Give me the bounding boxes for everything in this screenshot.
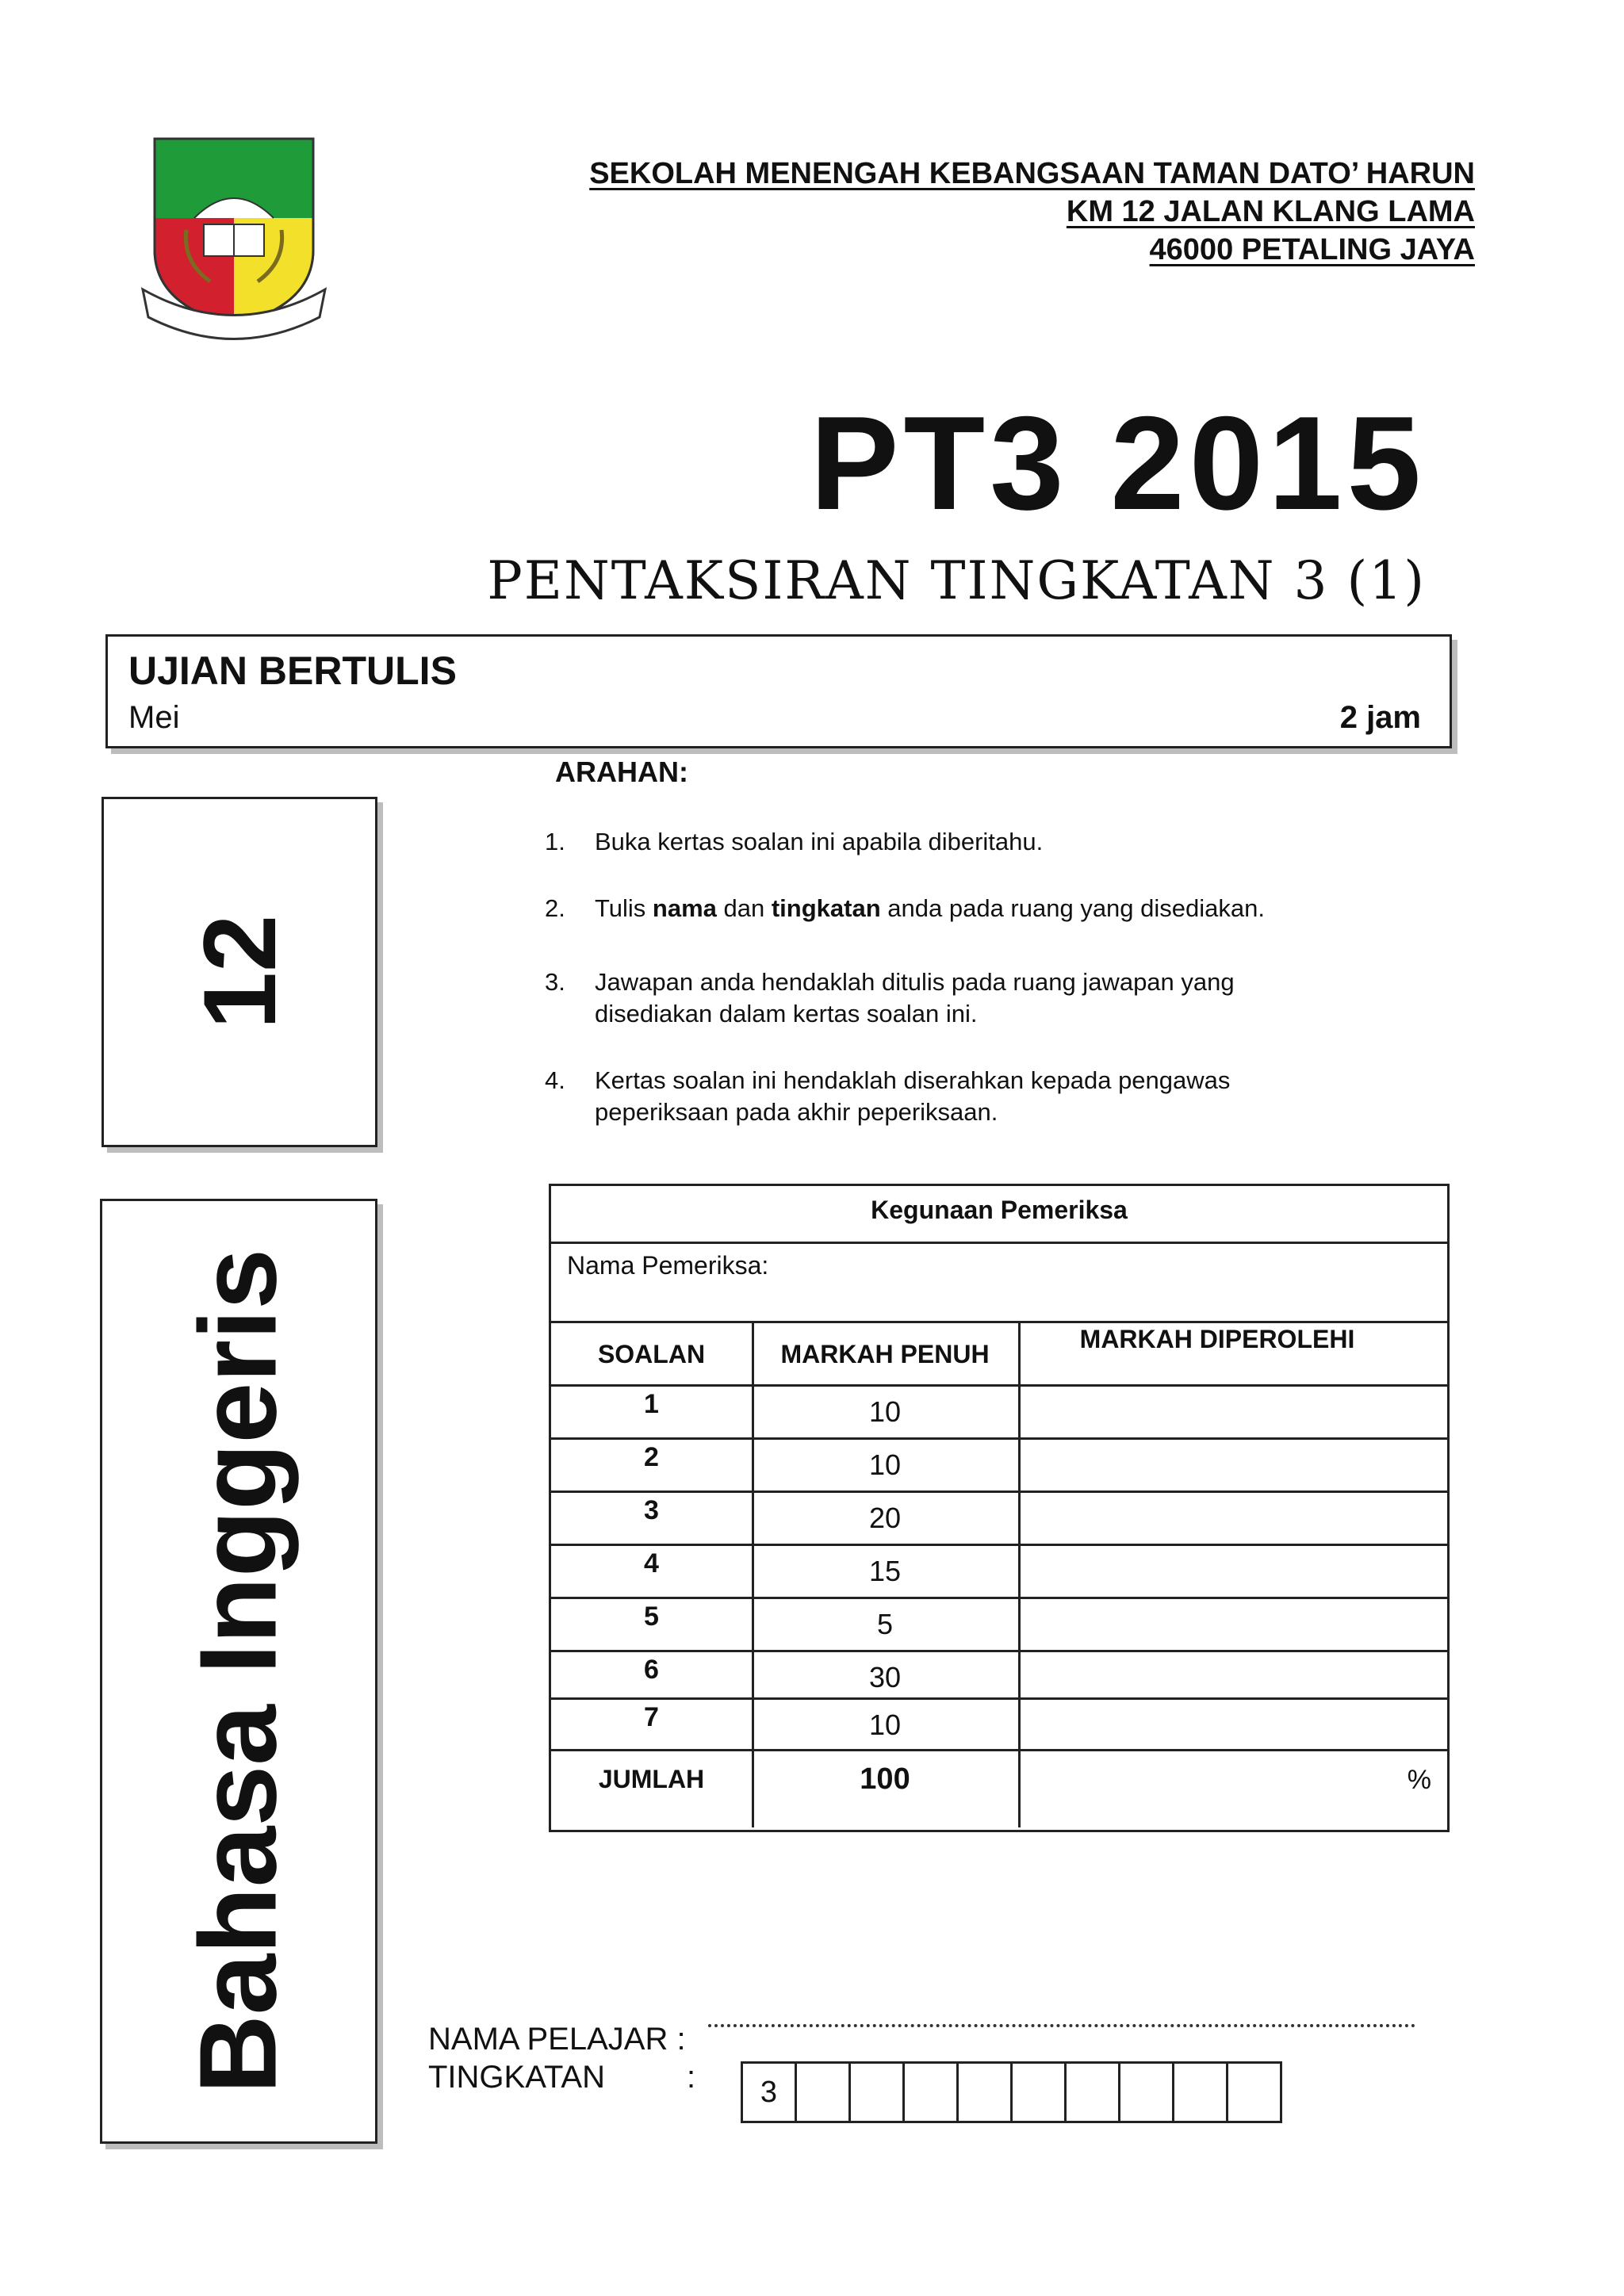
full-mark: 15 — [868, 1555, 902, 1587]
question-number: 5 — [644, 1601, 659, 1632]
exam-subtitle: PENTAKSIRAN TINGKATAN 3 (1) — [487, 550, 1426, 611]
instruction-number: 2. — [545, 894, 565, 922]
school-address-2: 46000 PETALING JAYA — [1149, 233, 1475, 266]
full-mark: 5 — [876, 1608, 894, 1640]
student-name-label: NAMA PELAJAR : — [428, 2022, 686, 2057]
exam-info-box — [105, 634, 1452, 748]
full-mark: 10 — [868, 1709, 902, 1741]
full-mark: 10 — [868, 1448, 902, 1481]
student-name-field[interactable] — [708, 2024, 1415, 2027]
marks-obtained-cell[interactable] — [1021, 1387, 1445, 1435]
instructions-heading: ARAHAN: — [555, 756, 688, 788]
instruction-text: Buka kertas soalan ini apabila diberitahu. — [595, 828, 1044, 855]
full-mark: 20 — [868, 1502, 902, 1534]
instruction-number: 3. — [545, 968, 565, 996]
marks-obtained-cell[interactable] — [1021, 1440, 1445, 1488]
exam-month: Mei — [128, 700, 180, 735]
form-box[interactable] — [1172, 2061, 1228, 2123]
paper-code-box — [102, 797, 377, 1147]
question-number: 2 — [644, 1442, 659, 1472]
question-number: 4 — [644, 1548, 659, 1578]
question-number: 7 — [644, 1702, 659, 1732]
instruction-text — [595, 893, 1388, 924]
instruction-number: 4. — [545, 1066, 565, 1094]
header-markah-penuh: MARKAH PENUH — [780, 1340, 990, 1368]
marks-obtained-cell[interactable] — [1021, 1546, 1445, 1594]
form-colon: : — [687, 2060, 696, 2095]
exam-type: UJIAN BERTULIS — [128, 649, 457, 693]
marks-obtained-cell[interactable] — [1021, 1599, 1445, 1647]
form-box[interactable] — [1226, 2061, 1282, 2123]
form-boxes — [743, 2061, 1282, 2118]
form-box[interactable] — [956, 2061, 1013, 2123]
paper-code: 12 — [182, 914, 297, 1030]
header-soalan: SOALAN — [597, 1340, 706, 1368]
instruction-bold-word: nama — [652, 894, 717, 922]
school-crest-logo — [139, 131, 329, 349]
instruction-text-part: anda pada ruang yang disediakan. — [880, 894, 1265, 922]
full-mark: 30 — [868, 1661, 902, 1693]
school-address-1: KM 12 JALAN KLANG LAMA — [1066, 195, 1475, 228]
instruction-text: Kertas soalan ini hendaklah diserahkan kepada pengawas peperiksaan pada akhir peperiksaan. — [595, 1066, 1231, 1126]
instruction-number: 1. — [545, 828, 565, 855]
question-number: 6 — [644, 1655, 659, 1685]
total-label: JUMLAH — [598, 1765, 705, 1793]
subject-box — [100, 1199, 377, 2144]
school-name: SEKOLAH MENENGAH KEBANGSAAN TAMAN DATO’ HARUN — [589, 157, 1475, 190]
exam-duration: 2 jam — [1339, 700, 1421, 735]
total-value: 100 — [860, 1762, 910, 1796]
instruction-bold-word: tingkatan — [771, 894, 881, 922]
form-box[interactable] — [795, 2061, 851, 2123]
form-box[interactable] — [1064, 2061, 1120, 2123]
percent-sign: % — [1407, 1765, 1431, 1795]
form-box[interactable] — [1118, 2061, 1174, 2123]
marks-obtained-cell[interactable] — [1021, 1700, 1445, 1747]
subject-name: Bahasa Inggeris — [177, 1248, 300, 2095]
marks-obtained-cell[interactable] — [1021, 1652, 1445, 1695]
form-label: TINGKATAN — [428, 2060, 605, 2095]
instruction-text: Jawapan anda hendaklah ditulis pada ruang jawapan yang disediakan dalam kertas soalan ini. — [595, 968, 1235, 1027]
exam-title: PT3 2015 — [810, 388, 1426, 538]
marks-obtained-cell[interactable] — [1021, 1493, 1445, 1541]
form-box[interactable] — [848, 2061, 905, 2123]
instruction-text-part: Tulis — [595, 894, 653, 922]
header-markah-diperolehi: MARKAH DIPEROLEHI — [1079, 1325, 1355, 1353]
form-box[interactable] — [1010, 2061, 1067, 2123]
question-number: 1 — [644, 1389, 659, 1419]
examiner-table — [549, 1184, 1450, 1832]
instruction-text-part: dan — [716, 894, 772, 922]
full-mark: 10 — [868, 1395, 902, 1428]
examiner-name-label: Nama Pemeriksa: — [567, 1251, 769, 1280]
form-box[interactable] — [902, 2061, 959, 2123]
examiner-table-title: Kegunaan Pemeriksa — [871, 1196, 1128, 1224]
form-box[interactable]: 3 — [741, 2061, 797, 2123]
question-number: 3 — [644, 1495, 659, 1525]
